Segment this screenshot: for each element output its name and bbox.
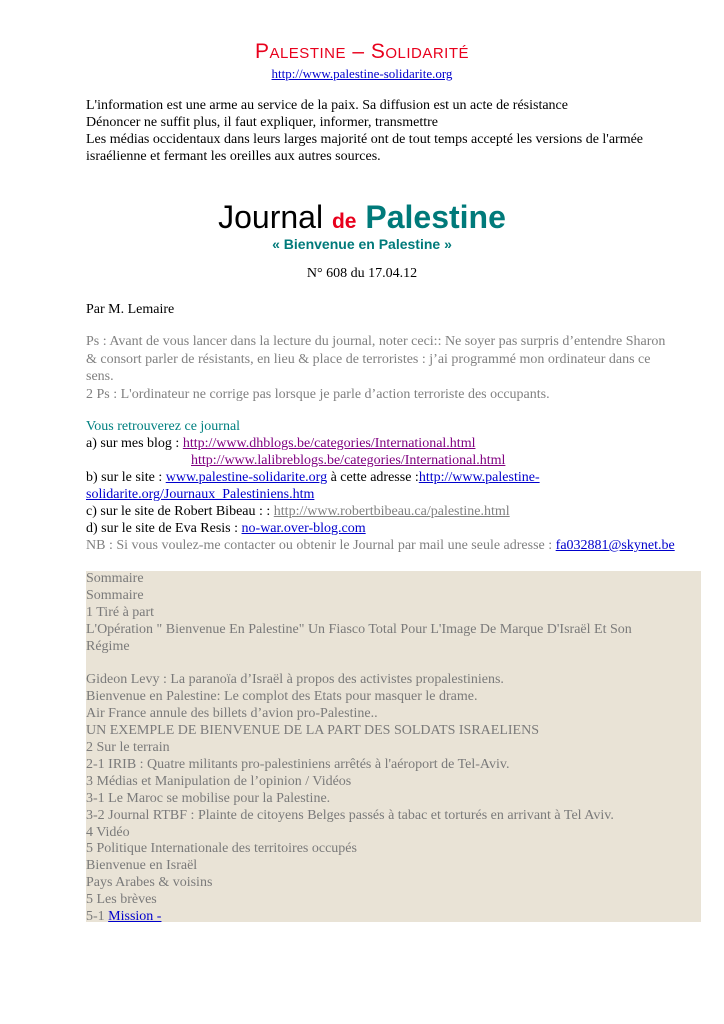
- summary-item: Régime: [86, 638, 130, 654]
- summary-item: Sommaire: [86, 571, 144, 586]
- link-row-c: [86, 503, 706, 520]
- site-url-link[interactable]: http://www.palestine-solidarite.org: [271, 66, 453, 81]
- summary-item: Gideon Levy : La paranoïa d’Israël à propos des activistes propalestiniens.: [86, 672, 504, 688]
- dhblogs-link[interactable]: http://www.dhblogs.be/categories/International.html: [182, 436, 476, 451]
- summary-item: Sommaire: [86, 587, 144, 603]
- intro-paragraph: [86, 97, 686, 165]
- journaux-link[interactable]: http://www.palestine-: [418, 470, 540, 485]
- intro-line: Dénoncer ne suffit plus, il faut expliquer, informer, transmettre: [86, 115, 439, 130]
- summary-item: 3 Médias et Manipulation de l’opinion / Vidéos: [86, 773, 352, 789]
- link-label: c) sur le site de Robert Bibeau : :: [86, 504, 274, 519]
- summary-last-prefix: 5-1: [86, 909, 109, 925]
- ps-note: [86, 333, 686, 403]
- link-label: b) sur le site :: [86, 470, 166, 485]
- links-intro: Vous retrouverez ce journal: [86, 419, 241, 434]
- summary-item: 2 Sur le terrain: [86, 740, 170, 756]
- intro-line: israélienne et fermant les oreilles aux autres sources.: [86, 149, 381, 164]
- summary-item: 4 Vidéo: [86, 824, 130, 840]
- author-line: Par M. Lemaire: [86, 302, 175, 317]
- issue-number: N° 608 du 17.04.12: [306, 266, 418, 281]
- ps-line: & consort parler de résistants, en lieu & place de terroristes : j’ai programmé mon ordinateur dans ce: [86, 351, 651, 367]
- summary-item: 2-1 IRIB : Quatre militants pro-palestiniens arrêtés à l'aéroport de Tel-Aviv.: [86, 756, 510, 772]
- link-label: a) sur mes blog :: [86, 436, 183, 451]
- lalibreblogs-link[interactable]: http://www.lalibreblogs.be/categories/International.html: [191, 453, 506, 468]
- summary-item: 5 Les brèves: [86, 892, 157, 908]
- palestine-solidarite-link[interactable]: www.palestine-solidarite.org: [165, 470, 328, 485]
- email-link[interactable]: fa032881@skynet.be: [555, 538, 675, 553]
- intro-line: Les médias occidentaux dans leurs larges majorité ont de tout temps accepté les versions de l'armée: [86, 132, 644, 147]
- summary-item: 3-1 Le Maroc se mobilise pour la Palestine.: [86, 790, 331, 806]
- summary-item-last: [86, 909, 701, 926]
- summary-item: Bienvenue en Palestine: Le complot des Etats pour masquer le drame.: [86, 689, 478, 705]
- summary-box: [86, 571, 701, 925]
- summary-item: Pays Arabes & voisins: [86, 875, 213, 891]
- ps-line: Ps : Avant de vous lancer dans la lecture du journal, noter ceci:: Ne soyer pas surpris d’entendre Sharon: [86, 334, 666, 349]
- links-section: [86, 418, 706, 554]
- ps-line: sens.: [86, 369, 114, 384]
- journaux-link-cont[interactable]: solidarite.org/Journaux_Palestiniens.htm: [86, 487, 315, 502]
- summary-item: 1 Tiré à part: [86, 604, 155, 620]
- summary-item: 5 Politique Internationale des territoires occupés: [86, 841, 357, 857]
- eva-resis-link[interactable]: no-war.over-blog.com: [241, 521, 366, 536]
- link-row-b2: [86, 486, 706, 503]
- link-label: à cette adresse :: [327, 470, 419, 485]
- site-brand-title: Palestine – Solidarité: [254, 40, 470, 63]
- link-row-a: [86, 435, 706, 452]
- link-row-b: [86, 469, 706, 486]
- robertbibeau-link[interactable]: http://www.robertbibeau.ca/palestine.html: [273, 504, 510, 519]
- link-row-d: [86, 520, 706, 537]
- link-row-nb: [86, 537, 706, 554]
- summary-item: Air France annule des billets d’avion pro-Palestine..: [86, 706, 378, 722]
- link-row-a2: [86, 452, 706, 469]
- journal-title-de: de: [331, 210, 357, 233]
- summary-item: 3-2 Journal RTBF : Plainte de citoyens Belges passés à tabac et torturés en arrivant à Tel Aviv.: [86, 807, 614, 823]
- summary-item: UN EXEMPLE DE BIENVENUE DE LA PART DES SOLDATS ISRAELIENS: [86, 723, 540, 739]
- mission-link[interactable]: Mission -: [108, 909, 162, 925]
- journal-title-word: Journal: [218, 199, 324, 235]
- journal-subtitle: « Bienvenue en Palestine »: [272, 236, 452, 252]
- ps-line: 2 Ps : L'ordinateur ne corrige pas lorsque je parle d’action terroriste des occupants.: [86, 386, 550, 402]
- summary-spacer: [86, 656, 701, 673]
- summary-item: Bienvenue en Israël: [86, 858, 198, 874]
- link-label: d) sur le site de Eva Resis :: [86, 521, 242, 536]
- intro-line: L'information est une arme au service de la paix. Sa diffusion est un acte de résistance: [86, 98, 568, 113]
- site-url-line: [0, 66, 724, 82]
- nb-text: NB : Si vous voulez-me contacter ou obtenir le Journal par mail une seule adresse :: [86, 538, 556, 553]
- summary-item: L'Opération " Bienvenue En Palestine" Un Fiasco Total Pour L'Image De Marque D'Israël Et Son: [86, 621, 632, 637]
- journal-title-palestine: Palestine: [365, 199, 506, 235]
